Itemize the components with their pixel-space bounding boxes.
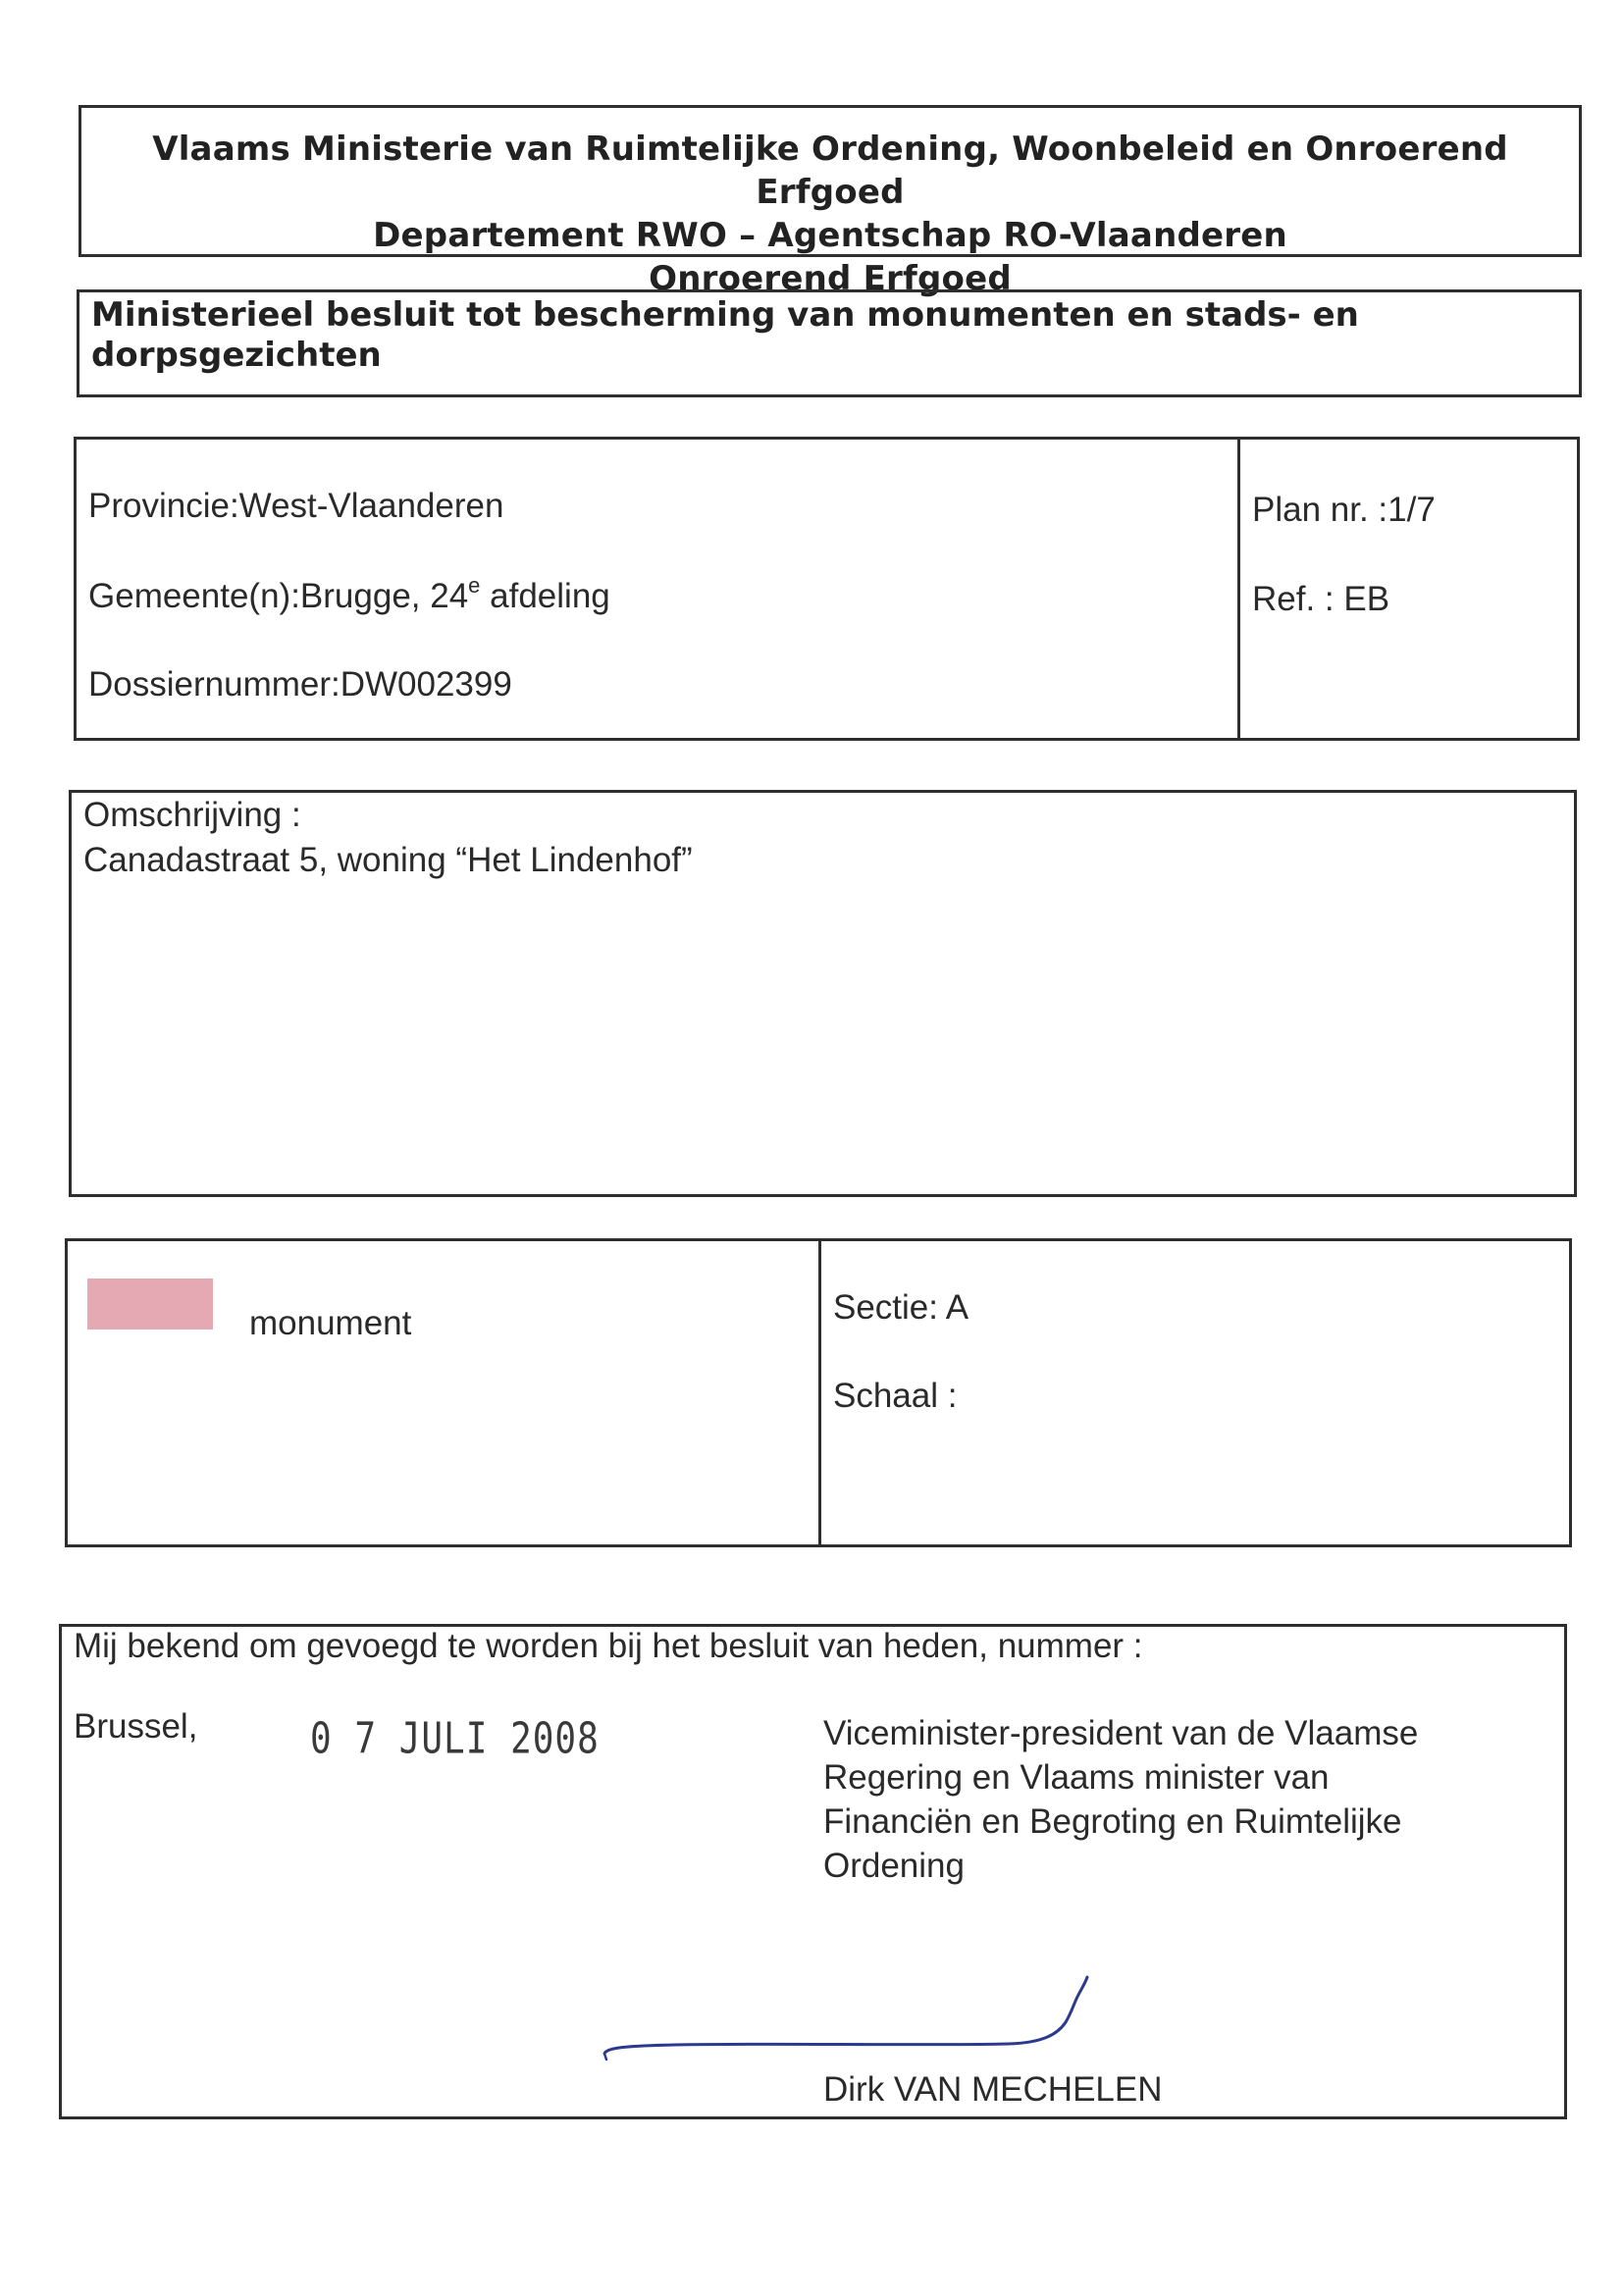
dossiernummer-field: Dossiernummer:DW002399 bbox=[88, 665, 512, 704]
location-box bbox=[74, 437, 1580, 741]
signatory-role bbox=[823, 1711, 1510, 1888]
sectie-field: Sectie: A bbox=[833, 1288, 969, 1327]
gemeente-ordinal: e bbox=[468, 573, 481, 598]
signature-box bbox=[59, 1624, 1567, 2119]
header-box bbox=[79, 105, 1582, 298]
description-label: Omschrijving : bbox=[83, 796, 301, 834]
monument-swatch bbox=[87, 1278, 213, 1330]
description-text: Canadastraat 5, woning “Het Lindenhof” bbox=[83, 841, 693, 879]
provincie-field: Provincie:West-Vlaanderen bbox=[88, 487, 504, 525]
ref-field: Ref. : EB bbox=[1252, 580, 1390, 618]
schaal-field: Schaal : bbox=[833, 1377, 958, 1415]
legend-label: monument bbox=[249, 1304, 412, 1342]
place-text: Brussel, bbox=[74, 1707, 198, 1746]
gemeente-field bbox=[88, 573, 610, 616]
role-line-2: Regering en Vlaams minister van bbox=[823, 1758, 1330, 1797]
description-box bbox=[69, 790, 1577, 1197]
signatory-name: Dirk VAN MECHELEN bbox=[823, 2070, 1163, 2109]
role-line-1: Viceminister-president van de Vlaamse bbox=[823, 1714, 1419, 1752]
role-line-3: Financiën en Begroting en Ruimtelijke bbox=[823, 1802, 1402, 1841]
title-line-2: dorpsgezichten bbox=[91, 336, 382, 375]
gemeente-text: Gemeente(n):Brugge, 24 bbox=[88, 577, 469, 615]
legend-divider bbox=[818, 1241, 821, 1544]
agency-name: Onroerend Erfgoed bbox=[649, 259, 1012, 298]
signature-stroke bbox=[604, 1977, 1087, 2054]
date-stamp: 0 7 JULI 2008 bbox=[310, 1715, 600, 1764]
title-box bbox=[77, 289, 1582, 397]
department-name: Departement RWO – Agentschap RO-Vlaanderen bbox=[373, 216, 1287, 255]
handwritten-signature bbox=[597, 1975, 1107, 2063]
legend-box bbox=[65, 1238, 1572, 1547]
signature-tick bbox=[604, 2054, 606, 2060]
role-line-4: Ordening bbox=[823, 1847, 965, 1885]
document-title bbox=[91, 292, 1567, 376]
ministry-name: Vlaams Ministerie van Ruimtelijke Ordening, Woonbeleid en Onroerend Erfgoed bbox=[152, 130, 1508, 212]
gemeente-suffix: afdeling bbox=[480, 577, 610, 615]
plan-nr-field: Plan nr. :1/7 bbox=[1252, 491, 1436, 529]
title-line-1: Ministerieel besluit tot bescherming van monumenten en stads- en bbox=[91, 295, 1359, 335]
location-divider bbox=[1237, 440, 1240, 738]
acknowledgement-text: Mij bekend om gevoegd te worden bij het besluit van heden, nummer : bbox=[74, 1627, 1143, 1665]
